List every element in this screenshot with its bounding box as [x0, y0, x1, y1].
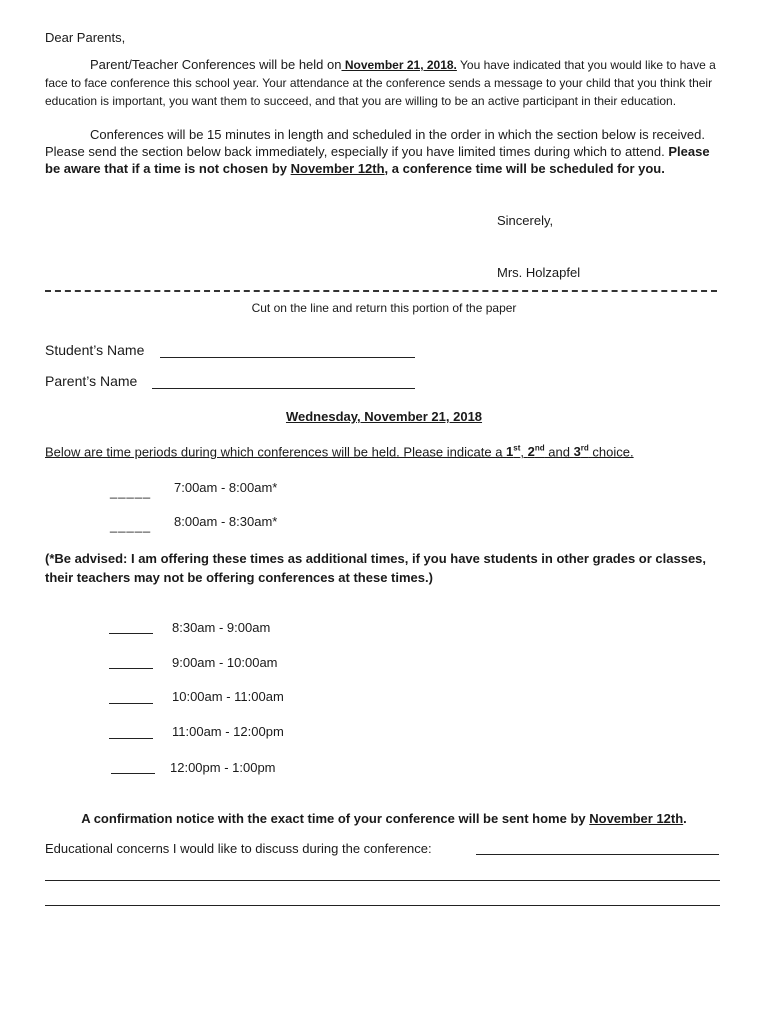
early-slot-time-1: 7:00am - 8:00am* [174, 480, 278, 495]
slot-time-1: 8:30am - 9:00am [172, 620, 271, 635]
slot-blank-5[interactable] [111, 773, 155, 774]
student-name-field[interactable] [160, 357, 415, 358]
conference-date: November 21, 2018. [341, 58, 457, 72]
choice-instruction-text: Below are time periods during which conferences will be held. Please indicate a [45, 444, 507, 460]
first-choice: 1st [506, 444, 521, 460]
parent-name-label: Parent’s Name [45, 373, 138, 389]
concerns-field-3[interactable] [45, 905, 720, 906]
cut-note: Cut on the line and return this portion of the paper [251, 301, 517, 315]
deadline-date: November 12th [290, 161, 385, 176]
slot-blank-4[interactable] [109, 738, 153, 739]
parent-name-field[interactable] [152, 388, 415, 389]
deadline-warning-a: Please be aware that if a time is not chosen by [45, 144, 710, 176]
paragraph-instructions [45, 126, 725, 177]
concerns-field-1[interactable] [476, 854, 719, 855]
confirmation-date: November 12th [589, 811, 684, 826]
instructions-text: Conferences will be 15 minutes in length and scheduled in the order in which the section below is received. Please send the section below back immediately, especially if you have limited times during which to attend. [45, 127, 705, 159]
slot-time-2: 9:00am - 10:00am [172, 655, 278, 670]
early-slot-blank-2[interactable]: _____ [110, 518, 152, 533]
advisory-note: (*Be advised: I am offering these times as additional times, if you have students in other grades or classes, their teachers may not be offering conferences at these times.) [45, 551, 707, 585]
intro-text-b: You have indicated that you would like to have a face to face conference this school year. Your attendance at the conference sends a message to your child that you think their education is important, you want them to succeed, and that you are willing to be an active participant in their education. [45, 58, 716, 108]
greeting: Dear Parents, [45, 30, 126, 45]
slot-time-5: 12:00pm - 1:00pm [170, 760, 276, 775]
slot-blank-2[interactable] [109, 668, 153, 669]
third-choice: 3rd [573, 444, 589, 460]
second-choice: 2nd [527, 444, 545, 460]
slot-time-3: 10:00am - 11:00am [172, 689, 284, 704]
closing: Sincerely, [497, 213, 554, 228]
paragraph-intro [45, 56, 725, 110]
deadline-warning-b: , a conference time will be scheduled for you. [384, 161, 665, 176]
student-name-label: Student’s Name [45, 342, 145, 358]
choice-instruction: Below are time periods during which conferences will be held. Please indicate a 1st, 2nd and 3rd choice. [45, 444, 634, 460]
concerns-label: Educational concerns I would like to discuss during the conference: [45, 841, 432, 856]
confirmation-note: A confirmation notice with the exact time of your conference will be sent home by November 12th. [81, 811, 687, 826]
slot-blank-3[interactable] [109, 703, 153, 704]
slot-time-4: 11:00am - 12:00pm [172, 724, 284, 739]
concerns-field-2[interactable] [45, 880, 720, 881]
cut-line [45, 290, 717, 292]
intro-text-a: Parent/Teacher Conferences will be held on [90, 57, 342, 72]
early-slot-time-2: 8:00am - 8:30am* [174, 514, 278, 529]
signature: Mrs. Holzapfel [497, 265, 581, 280]
early-slot-blank-1[interactable]: _____ [110, 484, 152, 499]
slot-blank-1[interactable] [109, 633, 153, 634]
form-date-heading: Wednesday, November 21, 2018 [285, 409, 483, 424]
confirmation-text: A confirmation notice with the exact time of your conference will be sent home by [81, 811, 590, 826]
